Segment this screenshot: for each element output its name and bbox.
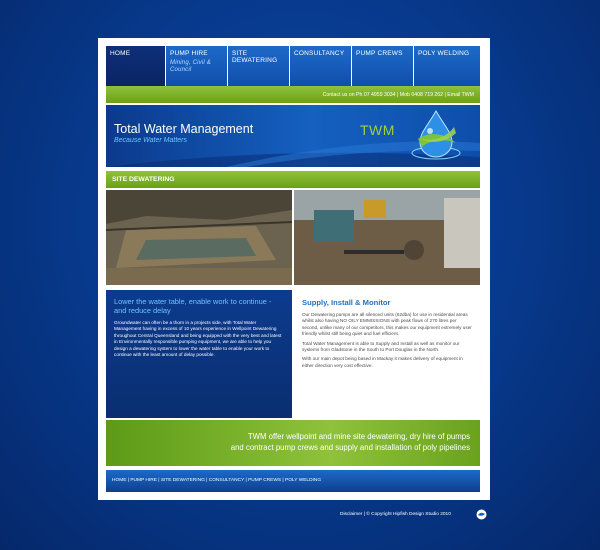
footer-link-poly-welding[interactable]: POLY WELDING [285, 478, 322, 483]
site-tagline: Because Water Matters [114, 137, 188, 144]
left-column-body: Groundwater can often be a thorn in a projects side, with Total Water Management having in excess of 10 years experience in Wellpoint Dewatering throughout Central Queensland and being equipped with the very best and latest in Environmentally responsible pumping equipment, we are able to help you design a dewatering system to lower the water table to enable your work to continue with the least amount of delay possible. [114, 320, 282, 358]
site-header [106, 105, 480, 167]
right-column-paragraph-3: With our main depot being based in Mackay it makes delivery of equipment in either direction very cost effective. [302, 356, 463, 368]
nav-pump-crews-label: PUMP CREWS [356, 50, 403, 57]
page-container [98, 38, 490, 500]
dewatering-photo-right [294, 190, 480, 285]
nav-home-label: HOME [110, 50, 131, 57]
excavation-photo-art [106, 190, 292, 285]
left-column [106, 290, 292, 418]
dewatering-photo-left [106, 190, 292, 285]
contact-bar [106, 86, 480, 103]
copyright-text[interactable]: Disclaimer | © Copyright Hipfish Design Studio 2010 [340, 512, 451, 517]
nav-consultancy-label: CONSULTANCY [294, 50, 345, 57]
right-column [294, 290, 480, 418]
site-title: Total Water Management [114, 122, 254, 136]
right-column-paragraph-1: Our Dewatering pumps are all silenced units (62dba) for use in residential areas whilst also having NO OILY EMMISSIONS with peak flows of 270 litres per second, unlike many of our competitors, this makes our equipment extremely user friendly whilst still being quiet and fuel efficient. [302, 312, 472, 337]
footer-link-home[interactable]: HOME [112, 478, 127, 483]
nav-site-dewatering-label: SITE DEWATERING [232, 50, 278, 64]
footer-separator: | [156, 478, 161, 483]
banner-line-1: TWM offer wellpoint and mine site dewatering, dry hire of pumps [247, 432, 470, 441]
pump-site-photo-art [294, 190, 480, 285]
footer-separator: | [244, 478, 249, 483]
section-title: SITE DEWATERING [112, 176, 175, 183]
contact-text[interactable]: Contact us on Ph 07 4959 3034 | Mob 0408 719 262 | Email TWM [322, 92, 474, 98]
right-column-heading: Supply, Install & Monitor [302, 298, 391, 307]
footer-link-consultancy[interactable]: CONSULTANCY [208, 478, 245, 483]
site-abbr: TWM [360, 122, 395, 138]
left-column-heading: Lower the water table, enable work to continue - and reduce delay [114, 297, 272, 315]
nav-pump-hire-label: PUMP HIRE [170, 50, 208, 57]
footer-separator: | [281, 478, 285, 483]
footer-separator: | [126, 478, 131, 483]
footer-separator: | [204, 478, 209, 483]
right-column-paragraph-2: Total Water Management is able to Supply and Install as well as monitor our systems from Gladstone in the South to Port Douglas in the North. [302, 340, 460, 353]
services-banner [106, 420, 480, 466]
water-drop-logo-icon [406, 109, 466, 164]
footer-link-pump-crews[interactable]: PUMP CREWS [248, 478, 282, 483]
nav-poly-welding-label: POLY WELDING [418, 50, 470, 57]
hipfish-logo-icon[interactable] [476, 509, 487, 520]
section-heading [106, 171, 480, 188]
banner-line-2: and contract pump crews and supply and installation of poly pipelines [230, 443, 470, 452]
nav-pump-hire-sub: Mining, Civil & Council [170, 60, 212, 73]
footer-link-site-dewatering[interactable]: SITE DEWATERING [160, 478, 205, 483]
footer-nav [106, 470, 480, 492]
footer-link-pump-hire[interactable]: PUMP HIRE [130, 478, 157, 483]
